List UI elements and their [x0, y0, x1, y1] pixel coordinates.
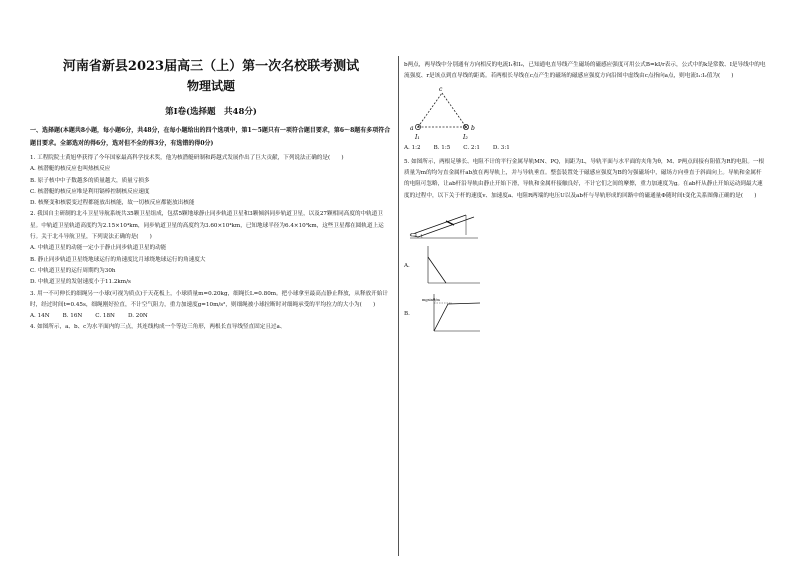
graph-b-label: B. — [404, 311, 410, 318]
q4-option-a: A. 1:2 — [404, 144, 421, 151]
graph-b — [422, 291, 484, 335]
q3-options — [30, 311, 392, 322]
q2-option-c: C. 中轨道卫星的运行周期约为30h — [30, 267, 116, 274]
section-instructions: 一、选择题(本题共8小题，每小题6分，共48分，在每小题给出的四个选项中，第1～5题只有一项符合题目要求，第6～8题有多项符合题目要求。全部选对的得6分，选对但不全的得3分，有选错的得0分) — [30, 127, 391, 147]
question-1 — [30, 153, 392, 209]
rail-pq — [418, 217, 474, 237]
q1-option-c: C. 核潜艇的核反应堆是利用镉棒控制核反应速度 — [30, 188, 150, 195]
left-column — [30, 58, 392, 334]
resistor-icon — [411, 234, 416, 237]
q4-stem-continued: b两点，两导线中分别通有方向相反的电流I₁和I₂，已知通电直导线产生磁场的磁感应强度可用公式B=kI/r表示，公式中的k是常数、I是导线中的电流强度、r是该点到直导线的距离。若两根长导线在c点产生的磁场的磁感应强度方向沿图中虚线由c点指向a点，则电流I₁:I₂值为( ) — [404, 62, 766, 80]
exam-subject: 物理试题 — [186, 79, 235, 93]
q1-stem: 1. 工程院院士黄旭华获得了今年国家最高科学技术奖，他为核潜艇研制和跨越式发展作出了巨大贡献，下列说法正确的是( ) — [30, 155, 344, 161]
q4-stem-start: 4. 如图所示，a、b、c为水平面内的三点，其连线构成一个等边三角形，两根长直导线竖直固定且过a、 — [30, 324, 286, 331]
question-4-start — [30, 322, 392, 333]
label-i1: I₁ — [415, 133, 420, 141]
q4-option-c: C. 2:1 — [463, 144, 480, 151]
label-a: a — [410, 124, 414, 132]
q3-option-b: B. 16N — [62, 313, 83, 320]
question-3 — [30, 289, 392, 323]
triangle-side-bc — [442, 93, 466, 127]
exam-title: 河南省新县2023届高三（上）第一次名校联考测试 — [62, 59, 360, 74]
triangle-figure — [408, 85, 518, 143]
q2-stem: 2. 我国自主研制的北斗卫星导航系统共35颗卫星组成，包括5颗地球静止同步轨道卫星和3颗倾斜同步轨道卫星，以及27颗相同高度的中轨道卫星。中轨道卫星轨道高度约为2.15×10⁴km，同步轨道卫星的高度约为3.60×10⁴km，已知地球半径为6.4×10³km，这些卫星都在圆轨道上运行。关于北斗导航卫星，下列说法正确的是( ) — [30, 211, 384, 241]
right-column — [404, 60, 766, 335]
q3-option-d: D. 20N — [127, 313, 148, 320]
graph-b-row — [404, 291, 766, 335]
triangle-side-ac — [418, 93, 442, 127]
graph-b-curve — [434, 303, 480, 331]
q3-option-a: A. 14N — [30, 313, 50, 320]
question-2 — [30, 209, 392, 288]
graph-b-value-label: mgsinθ/m — [422, 298, 440, 303]
label-i2: I₂ — [463, 133, 468, 141]
volume-heading: 第Ⅰ卷(选择题 共48分) — [165, 107, 257, 117]
metal-rod-ab — [446, 221, 454, 225]
q4-option-d: D. 3:1 — [492, 144, 510, 151]
graph-a — [422, 243, 484, 287]
q2-option-d: D. 中轨道卫星的发射速度小于11.2km/s — [30, 279, 131, 286]
inclined-rail-figure — [406, 205, 492, 239]
q3-option-c: C. 18N — [95, 313, 115, 320]
graph-a-curve — [428, 257, 446, 283]
graph-a-label: A. — [404, 263, 410, 270]
label-c: c — [439, 85, 443, 93]
q4-options — [404, 143, 766, 154]
q5-stem: 5. 如图所示，两根足够长、电阻不计的平行金属导轨MN、PQ，间距为L，导轨平面与水平面的夹角为θ，M、P两点间接有阻值为R的电阻。一根质量为m的均匀直金属杆ab放在两导轨上，并与导轨垂直。整套装置处于磁感应强度为B的匀强磁场中，磁场方向垂直于斜面向上。导轨和金属杆的电阻可忽略，让ab杆沿导轨由静止开始下滑，导轨和金属杆接触良好，不计它们之间的摩擦，重力加速度为g。在ab杆从静止开始运动到最大速度的过程中，以下关于杆的速度v、加速度a、电阻R两端的电压U以及ab杆与导轨形成的回路中的磁通量Φ随时间t变化关系图像正确的是( ) — [404, 158, 765, 199]
graph-a-row — [404, 243, 766, 287]
column-divider — [398, 56, 399, 556]
rail-mn — [410, 215, 466, 235]
label-b: b — [471, 124, 475, 132]
q2-option-b: B. 静止同步轨道卫星绕地球运行的角速度比月球绕地球运行的角速度大 — [30, 256, 206, 263]
wire-a-dot-icon — [417, 126, 419, 128]
q3-stem: 3. 用一不可伸长的细绳另一小球(可视为质点)于天花板上，小球质量m=0.20kg，细绳长L=0.80m。把小球拿至最高点静止释放，从释放开始计时，经过时间t=0.45s，细绳刚好拉直，不计空气阻力，重力加速度g=10m/s²，则细绳被小球拉断时对细绳承受的平均拉力的大小为( ) — [30, 290, 388, 308]
q1-option-d: D. 核聚变和核裂变过程都能放出核能，故一切核反应都能放出核能 — [30, 200, 195, 207]
q1-option-b: B. 原子核中中子数越多的质量越大，质量亏损多 — [30, 177, 150, 184]
q1-option-a: A. 核潜艇的核反应也叫热核反应 — [30, 166, 111, 173]
q4-option-b: B. 1:5 — [433, 144, 451, 151]
q2-option-a: A. 中轨道卫星的动能一定小于静止同步轨道卫星的动能 — [30, 245, 167, 252]
